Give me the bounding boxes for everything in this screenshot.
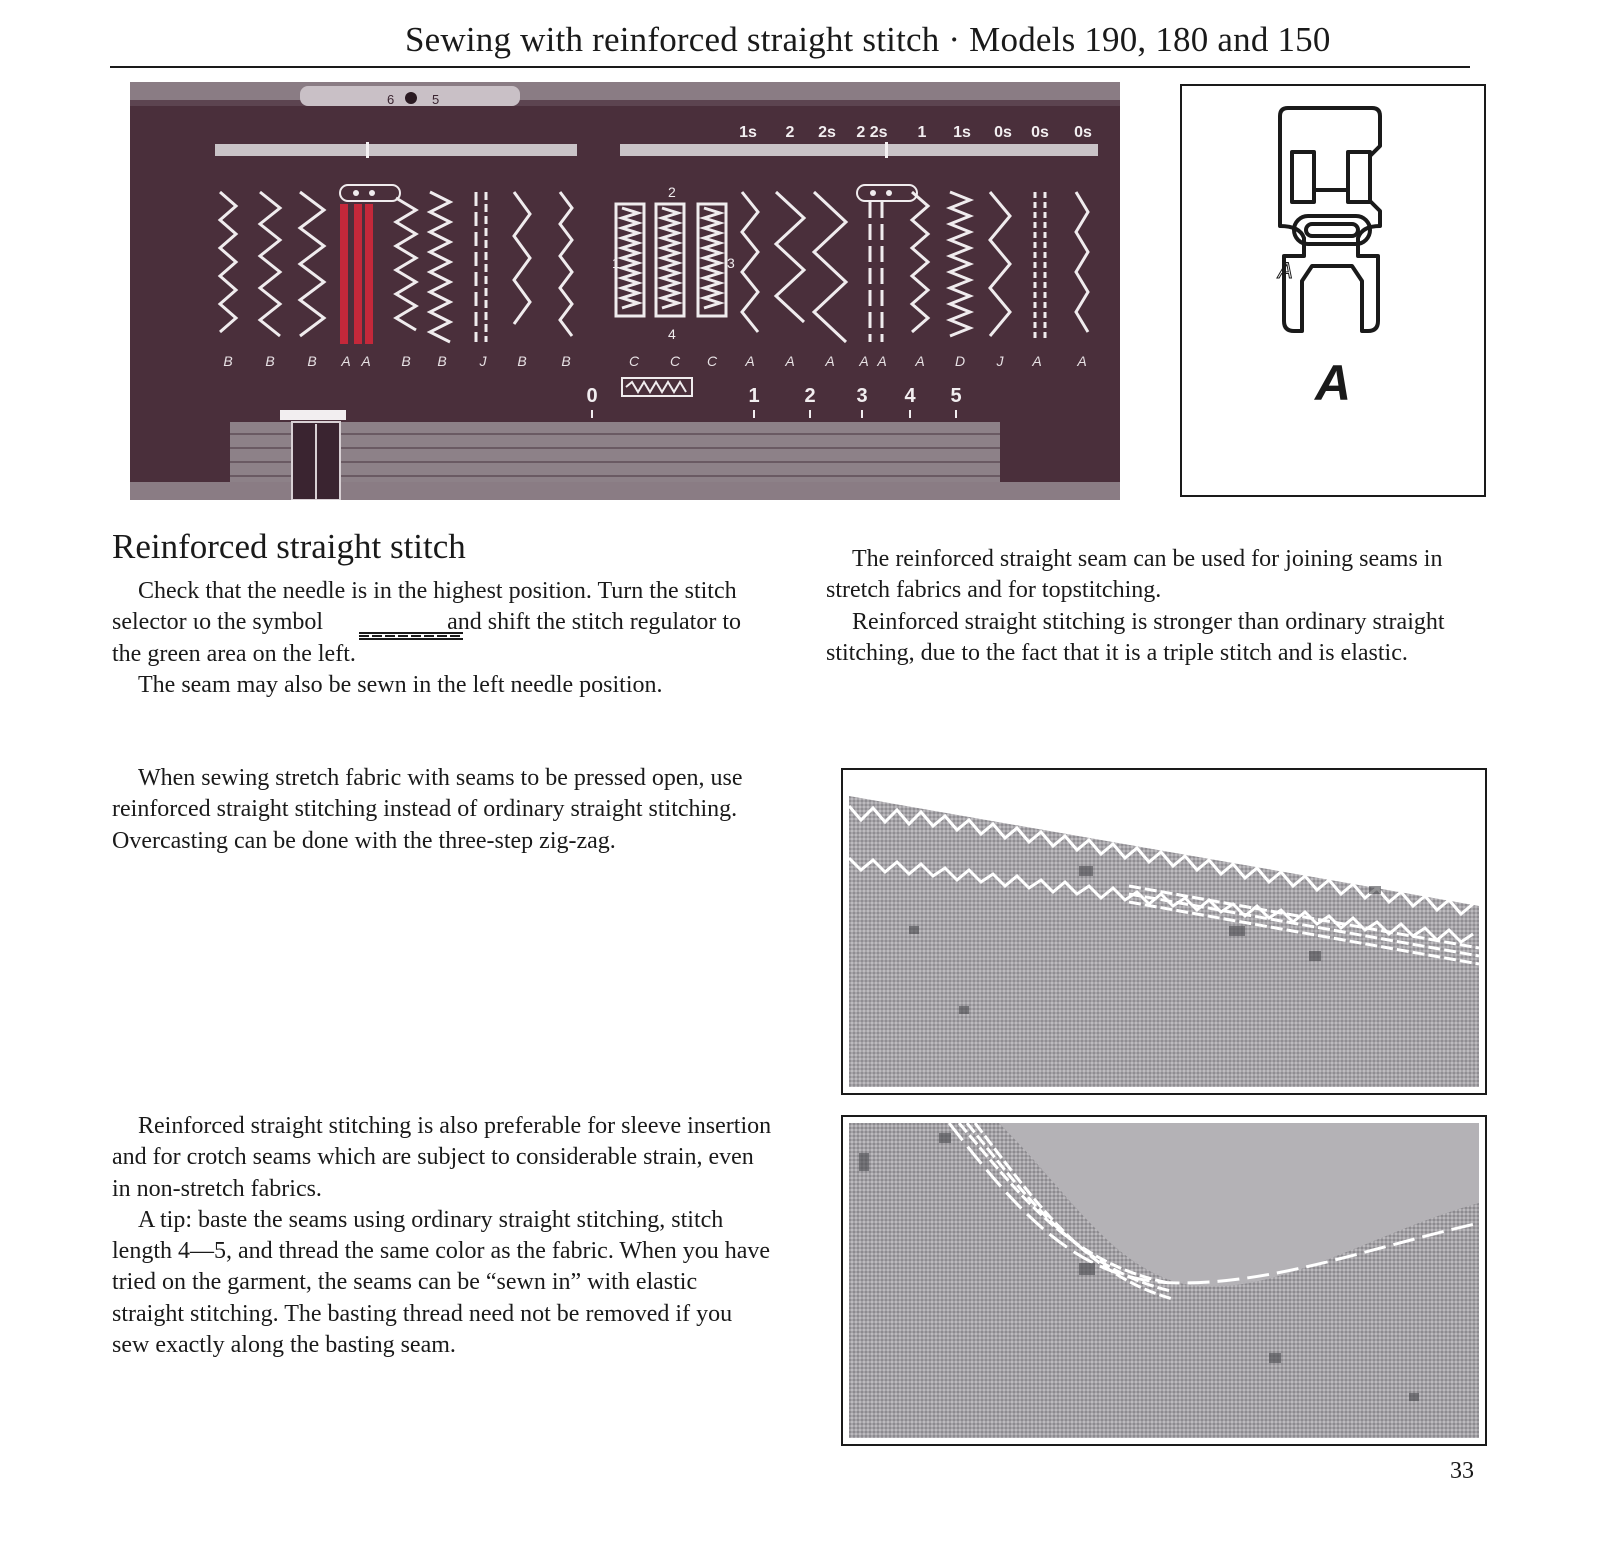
width-scale-number: 4	[904, 385, 916, 407]
foot-letter-label: A	[745, 353, 755, 369]
reinforced-stitch-symbol-icon	[622, 378, 692, 396]
stitch-length-label: 2	[785, 124, 795, 141]
foot-letter-label: A	[859, 353, 869, 369]
paragraph: Reinforced straight stitching is also preferable for sleeve insertion and for crotch seams which are subject to considerable strain, even in non-stretch fabrics.	[112, 1113, 772, 1202]
zigzag-stitch-icon	[220, 192, 236, 332]
stitch-length-label: 1s	[739, 124, 757, 141]
stitch-regulator-indicator	[280, 410, 346, 420]
stitch-selector-panel	[130, 82, 1120, 500]
foot-letter-label: C	[706, 353, 718, 369]
fabric-photo-curved-seam	[841, 1115, 1487, 1446]
width-scale-number: 3	[856, 385, 868, 407]
buttonhole-satin-icon	[704, 208, 720, 308]
stitch-length-label: 2 2s	[856, 124, 888, 141]
foot-letter-label: A	[1032, 353, 1042, 369]
buttonhole-number: 1	[612, 255, 620, 271]
foot-letter-label: J	[996, 353, 1004, 369]
reinforced-stitch-symbol-icon	[333, 619, 437, 629]
foot-letter-label: D	[954, 353, 966, 369]
page-title: Sewing with reinforced straight stitch · Models 190, 180 and 150	[405, 20, 1331, 59]
paragraph-group-4	[112, 1111, 772, 1361]
header-rule	[110, 66, 1470, 68]
foot-letter-label: A	[877, 353, 887, 369]
triple-zigzag-icon	[514, 192, 530, 324]
foot-letter-label: B	[265, 353, 275, 369]
blind-stitch-icon	[430, 192, 450, 342]
foot-letter-label: B	[401, 353, 411, 369]
foot-letter-label: B	[437, 353, 447, 369]
dial-dot-icon	[405, 92, 417, 104]
foot-letter-label: A	[825, 353, 835, 369]
selected-stitch-highlight	[340, 204, 373, 344]
width-scale-tick	[955, 410, 957, 418]
serpentine-stitch-icon	[396, 198, 416, 330]
feather-stitch-icon	[560, 192, 572, 336]
width-scale-number: 5	[950, 385, 962, 407]
width-scale-number: 0	[586, 385, 598, 407]
presser-foot-a-icon	[1182, 86, 1484, 346]
paragraph-text: Check that the needle is in the highest position. Turn the stitch selector ιo the symbol	[112, 578, 737, 636]
stitch-length-label: 0s	[1031, 124, 1049, 141]
paragraph: When sewing stretch fabric with seams to be pressed open, use reinforced straight stitching instead of ordinary straight stitching. Overcasting can be done with the three-step zig-zag.	[112, 765, 743, 854]
width-scale-number: 2	[804, 385, 816, 407]
stitch-length-label: 0s	[1074, 124, 1092, 141]
foot-mark: A	[1278, 258, 1293, 283]
page-number: 33	[1450, 1458, 1474, 1484]
stitch-length-label: 0s	[994, 124, 1012, 141]
stitch-length-label: 1s	[953, 124, 971, 141]
width-scale-number: 1	[748, 385, 760, 407]
paragraph: A tip: baste the seams using ordinary straight stitching, stitch length 4—5, and thread the same color as the fabric. When you have tried on the garment, the seams can be “sewn in” with elastic straight stitching. The basting thread need not be removed if you sew exactly along the basting seam.	[112, 1206, 770, 1359]
paragraph-group-1	[112, 576, 772, 701]
stitch-length-label: 2s	[818, 124, 836, 141]
buttonhole-satin-icon	[662, 208, 678, 308]
foot-letter-label: B	[223, 353, 233, 369]
width-scale-tick	[809, 410, 811, 418]
paragraph: The seam may also be sewn in the left needle position.	[138, 671, 663, 698]
blind-stitch-icon	[990, 192, 1010, 336]
width-scale-tick	[753, 410, 755, 418]
overlock-stitch-icon	[912, 192, 928, 332]
zigzag-stitch-icon	[300, 192, 324, 336]
zigzag-stitch-icon	[742, 192, 758, 332]
paragraph	[112, 576, 772, 670]
section-heading: Reinforced straight stitch	[112, 527, 466, 566]
zigzag-stitch-icon	[776, 192, 804, 322]
foot-letter-label: B	[307, 353, 317, 369]
zigzag-stitch-icon	[814, 192, 846, 342]
foot-letter-label: A	[341, 353, 351, 369]
fabric-photo-straight-seam	[841, 768, 1487, 1095]
buttonhole-number: 4	[668, 326, 676, 342]
paragraph: Reinforced straight stitching is stronger than ordinary straight stitching, due to the fact that it is a triple stitch and is elastic.	[826, 608, 1445, 666]
width-scale-tick	[861, 410, 863, 418]
foot-letter-label: C	[669, 353, 681, 369]
foot-letter-label: A	[915, 353, 925, 369]
overcast-stitch-icon	[950, 192, 970, 336]
foot-letter-label: A	[1077, 353, 1087, 369]
paragraph-text: and shift the stitch regulator to the green area on the left.	[112, 609, 742, 667]
foot-letter-label: A	[785, 353, 795, 369]
foot-letter-label: A	[361, 353, 371, 369]
stitch-length-label: 1	[917, 124, 927, 141]
zigzag-stitch-icon	[260, 192, 280, 336]
paragraph-group-2	[826, 544, 1476, 669]
foot-letter-label: C	[628, 353, 640, 369]
buttonhole-satin-icon	[622, 208, 638, 308]
paragraph: The reinforced straight seam can be used for joining seams in stretch fabrics and for topstitching.	[826, 546, 1443, 604]
paragraph-group-3	[112, 763, 772, 857]
buttonhole-number: 2	[668, 184, 676, 200]
width-scale-tick	[909, 410, 911, 418]
presser-foot-letter: A	[1314, 355, 1352, 411]
foot-letter-label: B	[561, 353, 571, 369]
feather-stitch-icon	[1076, 192, 1088, 332]
foot-letter-label: B	[517, 353, 527, 369]
dial-number: 6	[387, 92, 395, 107]
dial-number: 5	[432, 92, 440, 107]
presser-foot-box	[1180, 84, 1486, 497]
width-scale-tick	[591, 410, 593, 418]
foot-letter-label: J	[479, 353, 487, 369]
buttonhole-number: 3	[727, 255, 735, 271]
